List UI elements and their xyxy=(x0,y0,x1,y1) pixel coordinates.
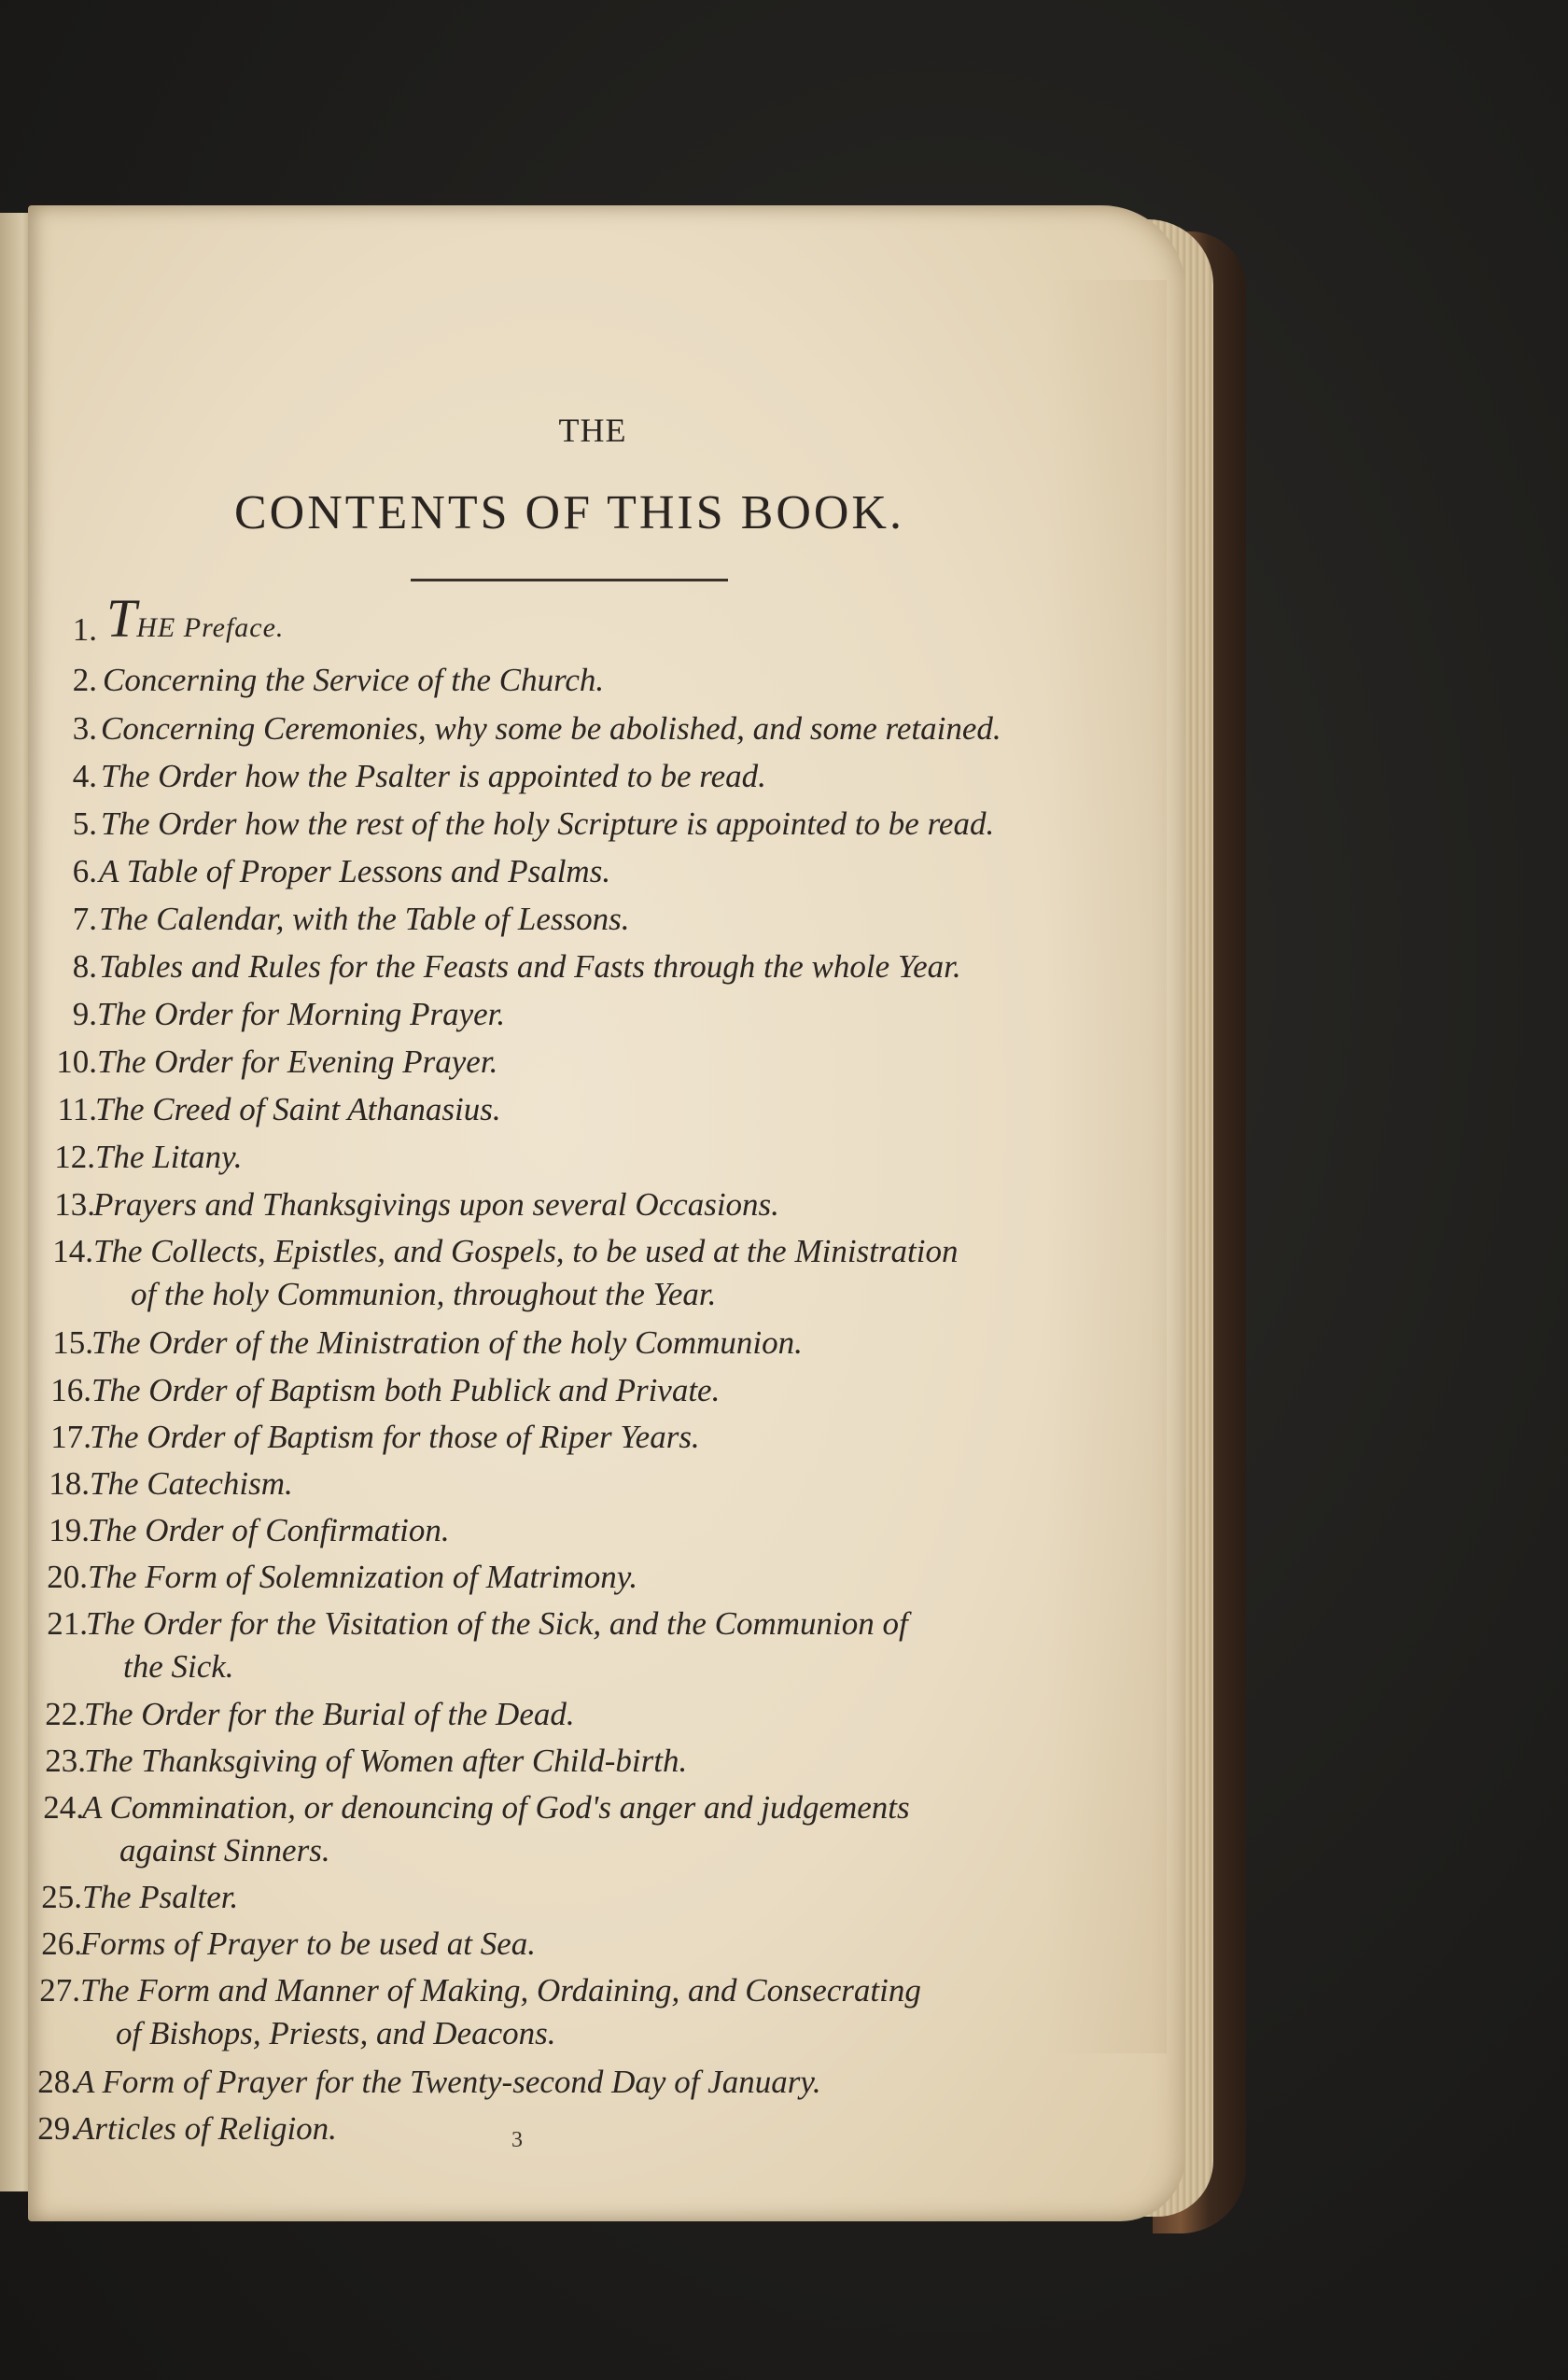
entry-number: 20. xyxy=(47,1559,88,1595)
page-shading xyxy=(1045,280,1167,2053)
entry-number: 6. xyxy=(72,853,97,889)
entry-text: The Catechism. xyxy=(90,1465,293,1502)
entry-number: 19. xyxy=(49,1512,90,1548)
entry-text: A Commination, or denouncing of God's anger and judgements xyxy=(82,1789,910,1826)
entry-number: 17. xyxy=(50,1419,91,1455)
entry-number: 5. xyxy=(72,805,97,842)
entry-text: A Table of Proper Lessons and Psalms. xyxy=(99,853,611,889)
entry-text: The Calendar, with the Table of Lessons. xyxy=(99,901,630,937)
entry-text: Concerning the Service of the Church. xyxy=(103,662,605,698)
header-the: THE xyxy=(558,412,627,449)
entry-text-rest: HE Preface. xyxy=(136,612,285,643)
entry-number: 28. xyxy=(37,2064,78,2100)
entry-text: Tables and Rules for the Feasts and Fasts through the whole Year. xyxy=(99,948,961,985)
entry-number: 23. xyxy=(45,1743,86,1779)
entry-text-continued: of the holy Communion, throughout the Year. xyxy=(131,1276,717,1312)
entry-number: 26. xyxy=(41,1925,82,1962)
entry-text: The Form of Solemnization of Matrimony. xyxy=(88,1559,638,1595)
entry-text: The Order for Morning Prayer. xyxy=(97,996,506,1032)
entry-text: The Order of Confirmation. xyxy=(88,1512,450,1548)
entry-text: The Order how the rest of the holy Scripture is appointed to be read. xyxy=(101,805,995,842)
entry-text: The Order for the Visitation of the Sick, and the Communion of xyxy=(86,1605,908,1642)
entry-text: The Order how the Psalter is appointed to be read. xyxy=(101,758,766,794)
drop-cap: T xyxy=(106,588,137,649)
entry-number: 29. xyxy=(37,2110,78,2147)
entry-number: 14. xyxy=(52,1233,93,1269)
entry-number: 15. xyxy=(52,1324,93,1361)
entry-text: The Litany. xyxy=(95,1139,243,1175)
entry-text: The Order of the Ministration of the holy Communion. xyxy=(91,1324,803,1361)
entry-number: 21. xyxy=(47,1605,88,1642)
entry-number: 11. xyxy=(57,1091,97,1127)
entry-text: The Psalter. xyxy=(82,1879,239,1915)
entry-text-continued: against Sinners. xyxy=(119,1832,330,1869)
entry-text: The Creed of Saint Athanasius. xyxy=(95,1091,501,1127)
entry-number: 24. xyxy=(43,1789,84,1826)
entry-text: The Form and Manner of Making, Ordaining, and Consecrating xyxy=(80,1972,921,2009)
entry-text: Forms of Prayer to be used at Sea. xyxy=(80,1925,536,1962)
entry-number: 2. xyxy=(72,662,97,698)
entry-number: 7. xyxy=(72,901,97,937)
entry-text: The Order of Baptism for those of Riper Years. xyxy=(90,1419,700,1455)
page-number: 3 xyxy=(511,2128,523,2152)
entry-number: 13. xyxy=(54,1186,95,1223)
entry-number: 10. xyxy=(56,1043,97,1080)
entry-text: The Collects, Epistles, and Gospels, to be used at the Ministration xyxy=(93,1233,959,1269)
entry-number: 16. xyxy=(50,1372,91,1408)
title-rule xyxy=(411,579,728,581)
entry-text: Prayers and Thanksgivings upon several Occasions. xyxy=(93,1186,779,1223)
entry-number: 9. xyxy=(72,996,97,1032)
entry-text: Concerning Ceremonies, why some be abolished, and some retained. xyxy=(101,710,1001,747)
entry-text: The Thanksgiving of Women after Child-birth. xyxy=(84,1743,688,1779)
entry-text-continued: of Bishops, Priests, and Deacons. xyxy=(116,2015,556,2051)
entry-number: 8. xyxy=(72,948,97,985)
entry-text-continued: the Sick. xyxy=(123,1648,234,1685)
entry-number: 25. xyxy=(41,1879,82,1915)
entry-number: 1. xyxy=(72,611,97,648)
entry-number: 3. xyxy=(72,710,97,747)
page-title: CONTENTS OF THIS BOOK. xyxy=(234,486,904,539)
entry-text: The Order of Baptism both Publick and Private. xyxy=(91,1372,721,1408)
entry-text: Articles of Religion. xyxy=(75,2110,337,2147)
entry-number: 27. xyxy=(39,1972,80,2009)
entry-text: The Order for Evening Prayer. xyxy=(97,1043,498,1080)
entry-number: 18. xyxy=(49,1465,90,1502)
entry-text: The Order for the Burial of the Dead. xyxy=(84,1696,575,1732)
entry-text xyxy=(106,588,285,650)
entry-number: 4. xyxy=(72,758,97,794)
entry-number: 22. xyxy=(45,1696,86,1732)
entry-number: 12. xyxy=(54,1139,95,1175)
entry-text: A Form of Prayer for the Twenty-second Day of January. xyxy=(75,2064,821,2100)
